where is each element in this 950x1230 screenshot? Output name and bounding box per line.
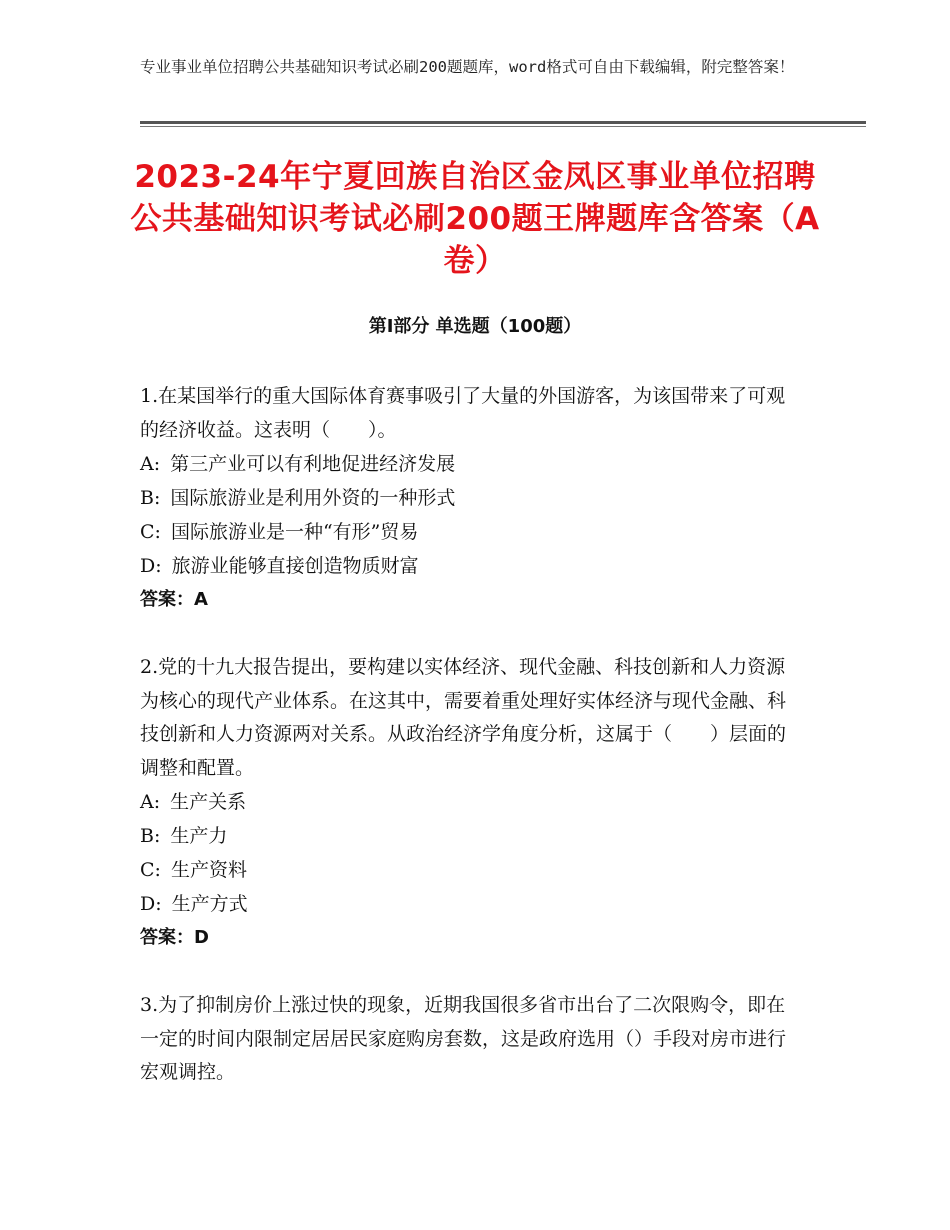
option-letter: A: [140,453,161,475]
question-stem: 3.为了抑制房价上涨过快的现象，近期我国很多省市出台了二次限购令，即在一定的时间内限制定居居民家庭购房套数，这是政府选用（）手段对房市进行宏观调控。 [140,994,787,1083]
section-heading: 第Ⅰ部分 单选题（100题） [368,316,582,337]
option-text: 第三产业可以有利地促进经济发展 [170,453,456,475]
question-stem: 1.在某国举行的重大国际体育赛事吸引了大量的外国游客，为该国带来了可观的经济收益。这表明（ ）。 [140,385,786,441]
question-list [140,380,800,1124]
option-text: 国际旅游业是一种“有形”贸易 [170,521,419,543]
option-a[interactable] [140,447,800,481]
option-letter: D: [140,555,162,577]
question-stem: 2.党的十九大报告提出，要构建以实体经济、现代金融、科技创新和人力资源为核心的现代产业体系。在这其中，需要着重处理好实体经济与现代金融、科技创新和人力资源两对关系。从政治经济学角度分析，这属于（ ）层面的调整和配置。 [140,656,787,779]
option-d[interactable] [140,549,800,583]
option-d[interactable] [140,887,800,921]
option-letter: D: [140,893,162,915]
option-c[interactable] [140,515,800,549]
answer-label: 答案：D [140,927,209,948]
option-letter: B: [140,825,161,847]
question-2 [140,651,800,955]
option-letter: C: [140,521,161,543]
option-c[interactable] [140,853,800,887]
header-divider-thin [140,126,866,127]
option-letter: C: [140,859,161,881]
question-3 [140,989,800,1090]
option-text: 生产资料 [170,859,247,881]
option-text: 生产力 [170,825,228,847]
option-text: 国际旅游业是利用外资的一种形式 [170,487,456,509]
option-text: 生产方式 [171,893,248,915]
header-note: 专业事业单位招聘公共基础知识考试必刷200题题库，word格式可自由下载编辑，附完整答案！ [140,58,795,76]
question-1 [140,380,800,617]
option-letter: B: [140,487,161,509]
option-text: 旅游业能够直接创造物质财富 [171,555,419,577]
option-letter: A: [140,791,161,813]
document-title: 2023-24年宁夏回族自治区金凤区事业单位招聘公共基础知识考试必刷200题王牌题库含答案（A卷） [130,159,820,279]
answer-label: 答案：A [140,589,208,610]
option-b[interactable] [140,819,800,853]
option-text: 生产关系 [170,791,247,813]
header-divider-thick [140,121,866,124]
option-b[interactable] [140,481,800,515]
option-a[interactable] [140,785,800,819]
